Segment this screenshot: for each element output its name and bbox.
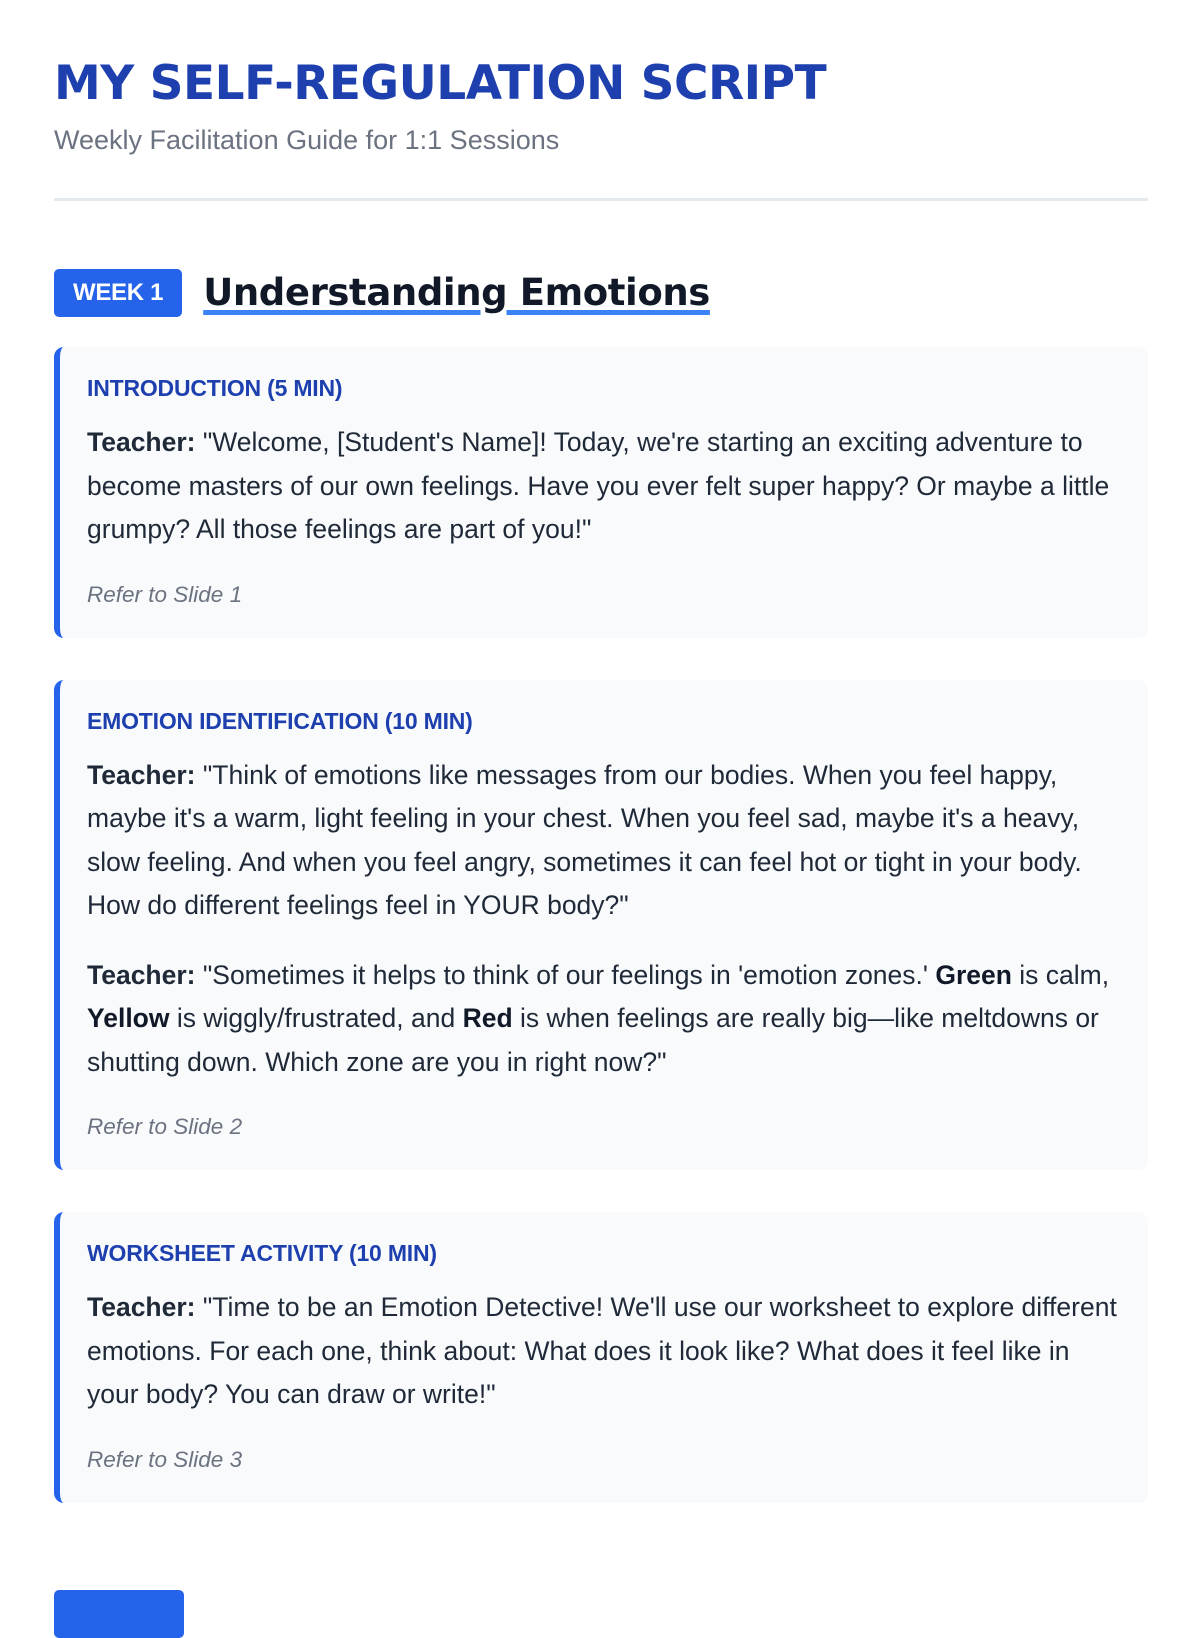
script-text: is when feelings are really big—like meltdowns or shutting down. Which zone are you in right now?" bbox=[87, 1003, 1099, 1077]
week-2-header-partial bbox=[54, 1590, 525, 1638]
teacher-script-zones bbox=[87, 954, 1118, 1085]
week-title bbox=[205, 1594, 525, 1634]
script-text: "Think of emotions like messages from our bodies. When you feel happy, maybe it's a warm, light feeling in your chest. When you feel sad, maybe it's a heavy, slow feeling. And when you feel angry, sometimes it can feel hot or tight in your body. How do different feelings feel in YOUR body?" bbox=[87, 759, 1082, 920]
week-badge bbox=[54, 1590, 184, 1638]
week-1-header bbox=[54, 269, 1148, 317]
speaker-label: Teacher: bbox=[87, 1292, 196, 1322]
script-text: is calm, bbox=[1011, 959, 1110, 990]
script-text: "Welcome, [Student's Name]! Today, we're starting an exciting adventure to become masters of our own feelings. Have you ever felt super happy? Or maybe a little grumpy? All those feelings are part of you!" bbox=[87, 427, 1110, 544]
speaker-label: Teacher: bbox=[87, 759, 196, 790]
document-subtitle: Weekly Facilitation Guide for 1:1 Sessions bbox=[54, 125, 560, 155]
teacher-script bbox=[87, 754, 1118, 928]
document-page bbox=[54, 0, 1148, 1503]
week-badge: WEEK 1 bbox=[54, 269, 182, 317]
slide-reference: Refer to Slide 1 bbox=[87, 581, 243, 607]
section-emotion-identification bbox=[54, 680, 1148, 1171]
zone-yellow-label: Yellow bbox=[87, 1003, 170, 1033]
script-text: "Sometimes it helps to think of our feelings in 'emotion zones.' bbox=[195, 959, 936, 990]
section-introduction bbox=[54, 347, 1148, 638]
slide-reference: Refer to Slide 2 bbox=[87, 1114, 243, 1139]
document-title: MY SELF-REGULATION SCRIPT bbox=[54, 56, 827, 111]
teacher-script bbox=[87, 421, 1118, 552]
speaker-label: Teacher: bbox=[87, 427, 196, 457]
teacher-script bbox=[87, 1286, 1118, 1417]
script-text: is wiggly/frustrated, and bbox=[169, 1003, 463, 1033]
slide-reference: Refer to Slide 3 bbox=[87, 1446, 243, 1472]
week-1-sections bbox=[54, 347, 1148, 1503]
week-title: Understanding Emotions bbox=[203, 271, 710, 314]
section-heading: INTRODUCTION (5 MIN) bbox=[87, 375, 343, 401]
zone-red-label: Red bbox=[462, 1003, 513, 1033]
header-divider bbox=[54, 198, 1148, 201]
script-text: "Time to be an Emotion Detective! We'll use our worksheet to explore different emotions. For each one, think about: What does it look like? What does it feel like in your body? You can draw or write!" bbox=[87, 1292, 1117, 1409]
section-worksheet-activity bbox=[54, 1212, 1148, 1503]
speaker-label: Teacher: bbox=[87, 959, 196, 990]
zone-green-label: Green bbox=[935, 959, 1012, 990]
section-heading: EMOTION IDENTIFICATION (10 MIN) bbox=[87, 707, 473, 734]
section-heading: WORKSHEET ACTIVITY (10 MIN) bbox=[87, 1240, 437, 1266]
